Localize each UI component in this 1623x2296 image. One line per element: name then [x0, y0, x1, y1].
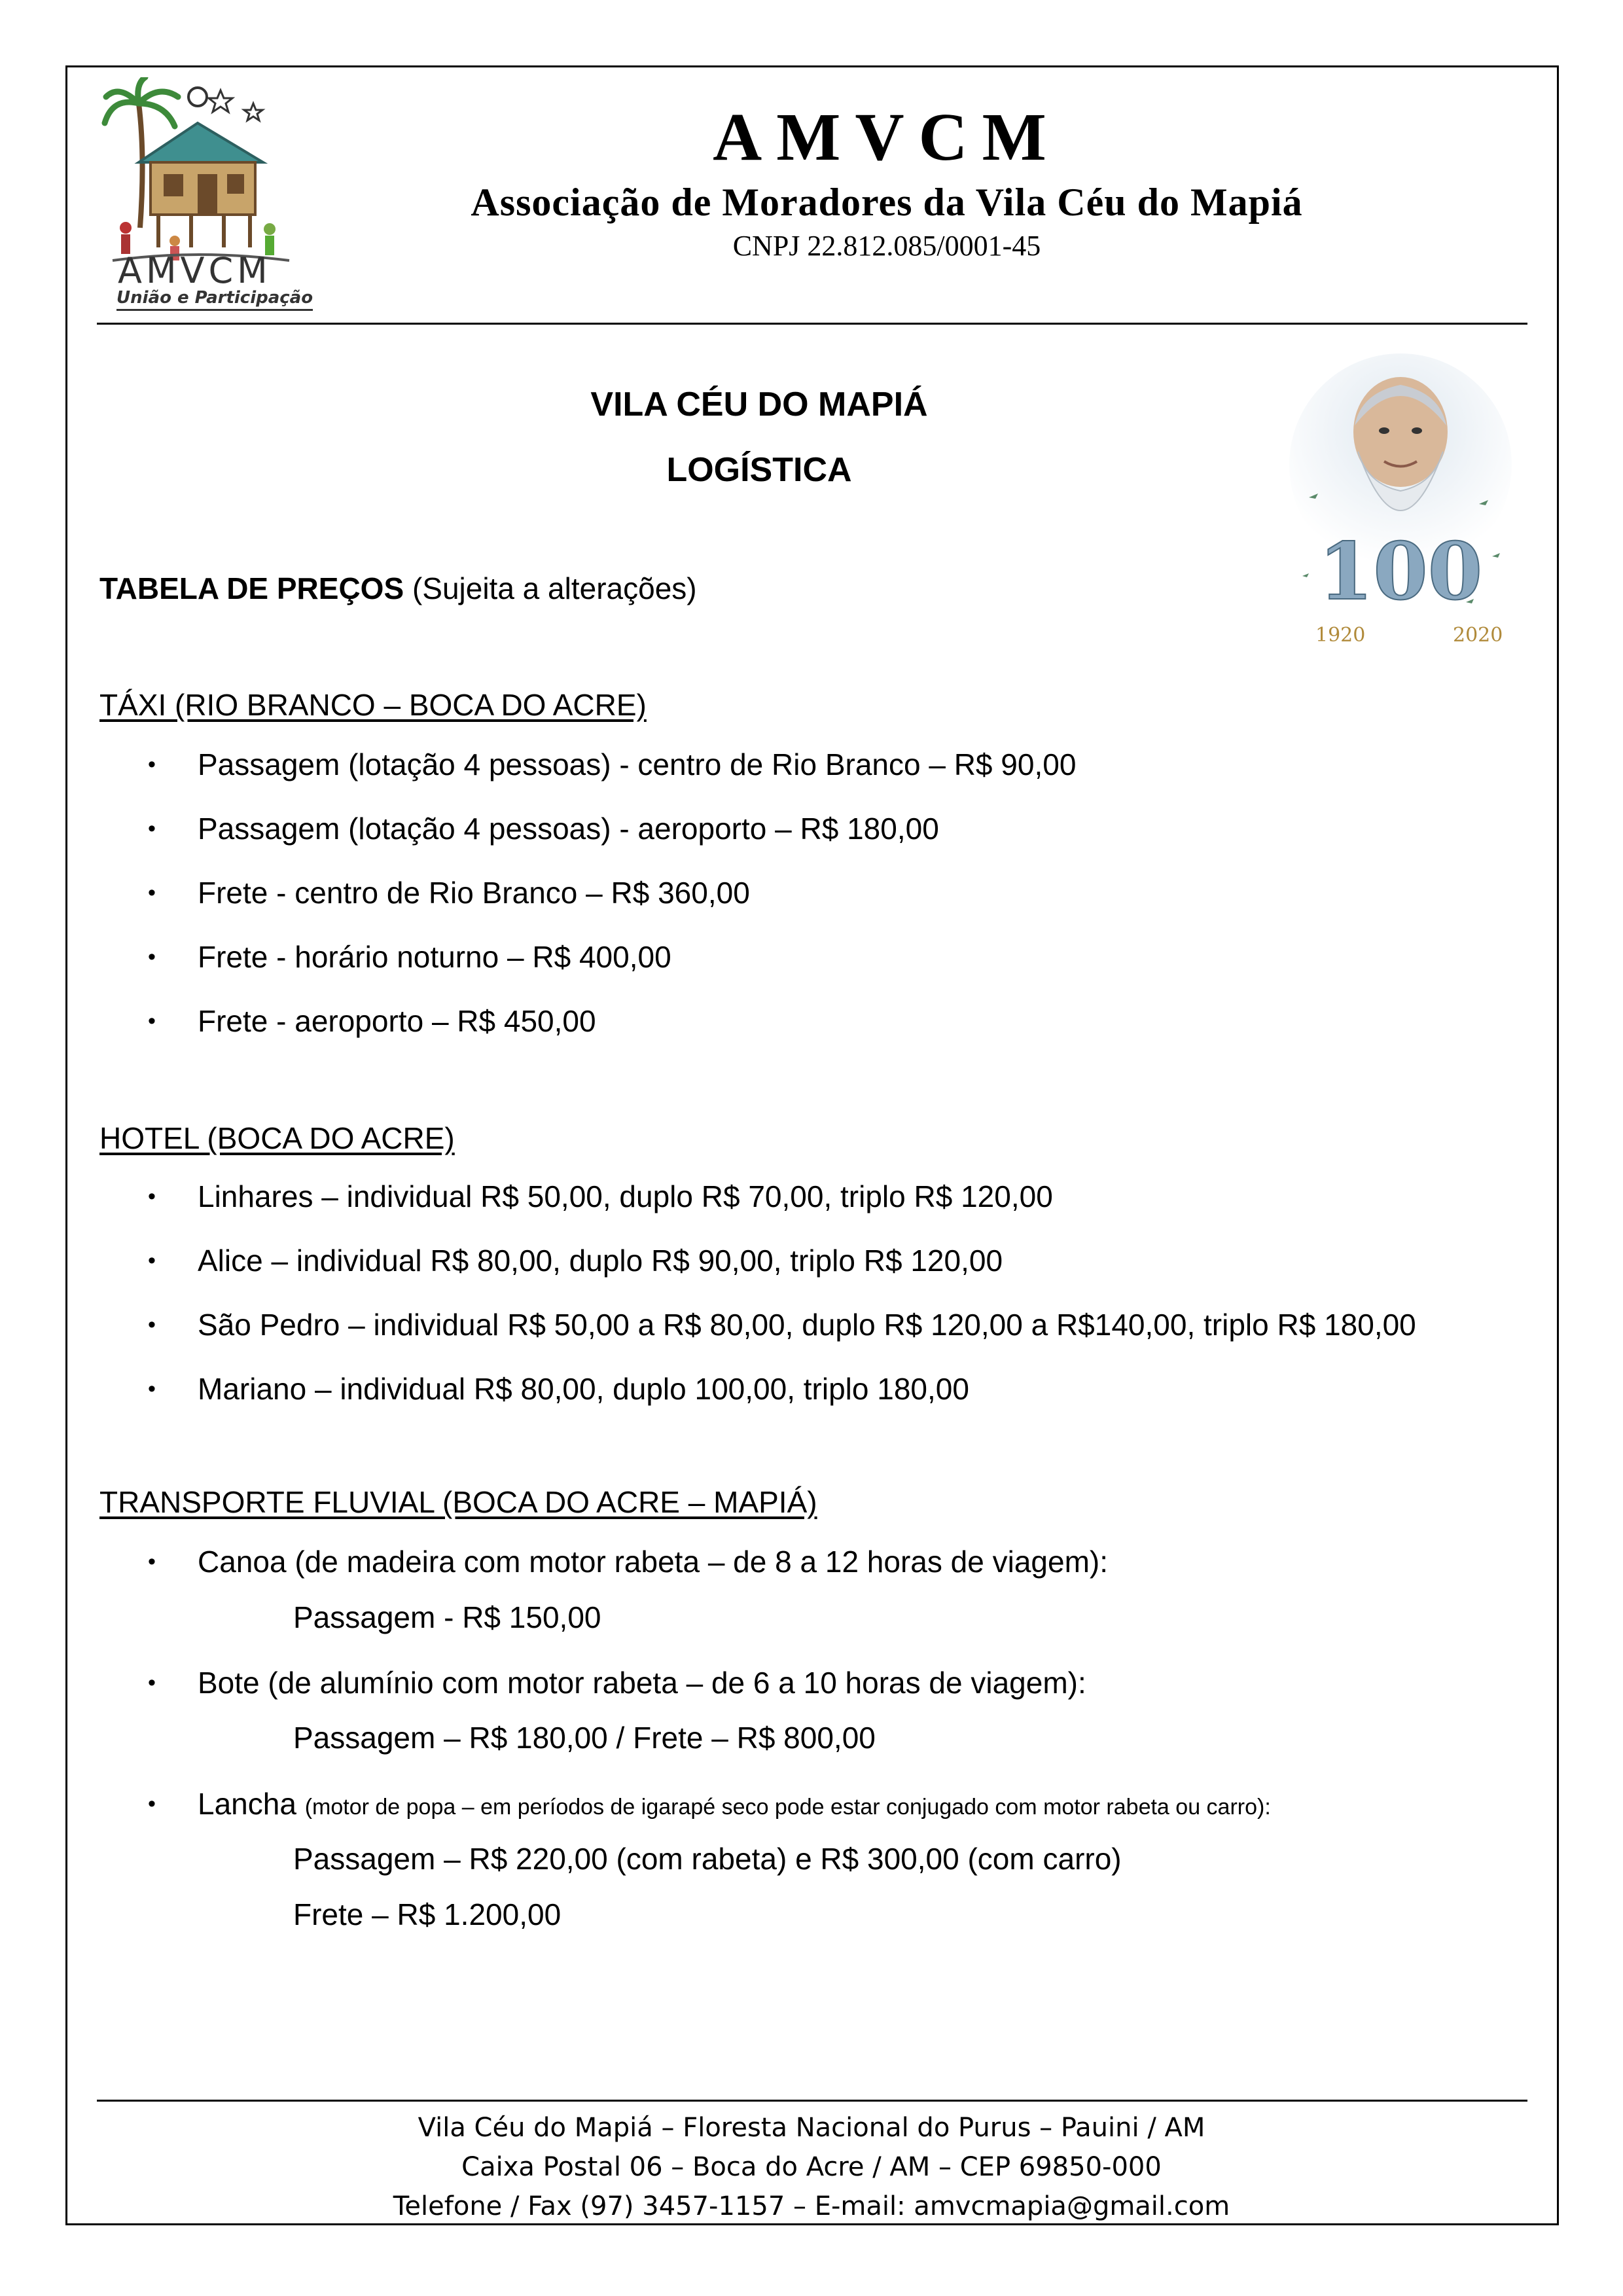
list-item: • Canoa (de madeira com motor rabeta – de 8 a 12 horas de viagem):: [99, 1543, 1108, 1607]
river-bote: [99, 1664, 1086, 1729]
list-item: • Bote (de alumínio com motor rabeta – de 6 a 10 horas de viagem):: [99, 1664, 1086, 1729]
list-item: • Alice – individual R$ 80,00, duplo R$ 90,00, triplo R$ 120,00: [99, 1242, 1416, 1306]
footer-postal: Caixa Postal 06 – Boca do Acre / AM – CEP 69850-000: [461, 2152, 1162, 2182]
header-divider: [97, 323, 1527, 325]
list-item: • Frete - centro de Rio Branco – R$ 360,00: [99, 874, 1076, 939]
org-name: Associação de Moradores da Vila Céu do Mapiá: [471, 181, 1303, 224]
bote-price: Passagem – R$ 180,00 / Frete – R$ 800,00: [293, 1721, 876, 1755]
price-table-heading: [99, 571, 697, 606]
list-item: • São Pedro – individual R$ 50,00 a R$ 80,00, duplo R$ 120,00 a R$140,00, triplo R$ 180,00: [99, 1306, 1416, 1371]
logo-tagline: União e Participação: [116, 288, 313, 311]
hotel-list: [99, 1178, 1416, 1435]
list-item: • Mariano – individual R$ 80,00, duplo 100,00, triplo 180,00: [99, 1371, 1416, 1435]
emblem-number: 100: [1318, 526, 1483, 618]
footer-address: Vila Céu do Mapiá – Floresta Nacional do Purus – Pauini / AM: [418, 2113, 1205, 2143]
canoa-price: Passagem - R$ 150,00: [293, 1600, 601, 1634]
page-title: VILA CÉU DO MAPIÁ: [590, 386, 928, 423]
taxi-list: [99, 746, 1076, 1067]
list-item: • Passagem (lotação 4 pessoas) - aeroporto – R$ 180,00: [99, 810, 1076, 874]
lancha-note: (motor de popa – em períodos de igarapé seco pode estar conjugado com motor rabeta ou carro):: [304, 1795, 1271, 1820]
list-item: • Frete - horário noturno – R$ 400,00: [99, 939, 1076, 1003]
list-item: • Frete - aeroporto – R$ 450,00: [99, 1003, 1076, 1067]
logo-wordmark: AMVCM: [118, 250, 272, 291]
river-canoa: [99, 1543, 1108, 1607]
footer-divider: [97, 2100, 1527, 2102]
river-lancha: [99, 1785, 1271, 1850]
lancha-price: Passagem – R$ 220,00 (com rabeta) e R$ 300,00 (com carro): [293, 1842, 1122, 1876]
list-item: • Linhares – individual R$ 50,00, duplo R$ 70,00, triplo R$ 120,00: [99, 1178, 1416, 1242]
list-item: • Passagem (lotação 4 pessoas) - centro de Rio Branco – R$ 90,00: [99, 746, 1076, 810]
section-river-title: TRANSPORTE FLUVIAL (BOCA DO ACRE – MAPIÁ): [99, 1485, 817, 1519]
lancha-freight: Frete – R$ 1.200,00: [293, 1897, 562, 1931]
org-cnpj: CNPJ 22.812.085/0001-45: [732, 230, 1041, 262]
price-table-note: (Sujeita a alterações): [412, 571, 697, 605]
footer-contact: Telefone / Fax (97) 3457-1157 – E-mail: amvcmapia@gmail.com: [393, 2191, 1230, 2221]
lancha-label: Lancha: [198, 1787, 296, 1821]
price-table-title: TABELA DE PREÇOS: [99, 571, 404, 605]
emblem-year-end: 2020: [1453, 624, 1503, 647]
section-taxi-title: TÁXI (RIO BRANCO – BOCA DO ACRE): [99, 688, 647, 722]
section-hotel-title: HOTEL (BOCA DO ACRE): [99, 1121, 455, 1155]
list-item: [99, 1785, 1271, 1850]
org-acronym: AMVCM: [713, 99, 1061, 175]
page-subtitle: LOGÍSTICA: [666, 451, 852, 489]
emblem-year-start: 1920: [1315, 624, 1366, 647]
